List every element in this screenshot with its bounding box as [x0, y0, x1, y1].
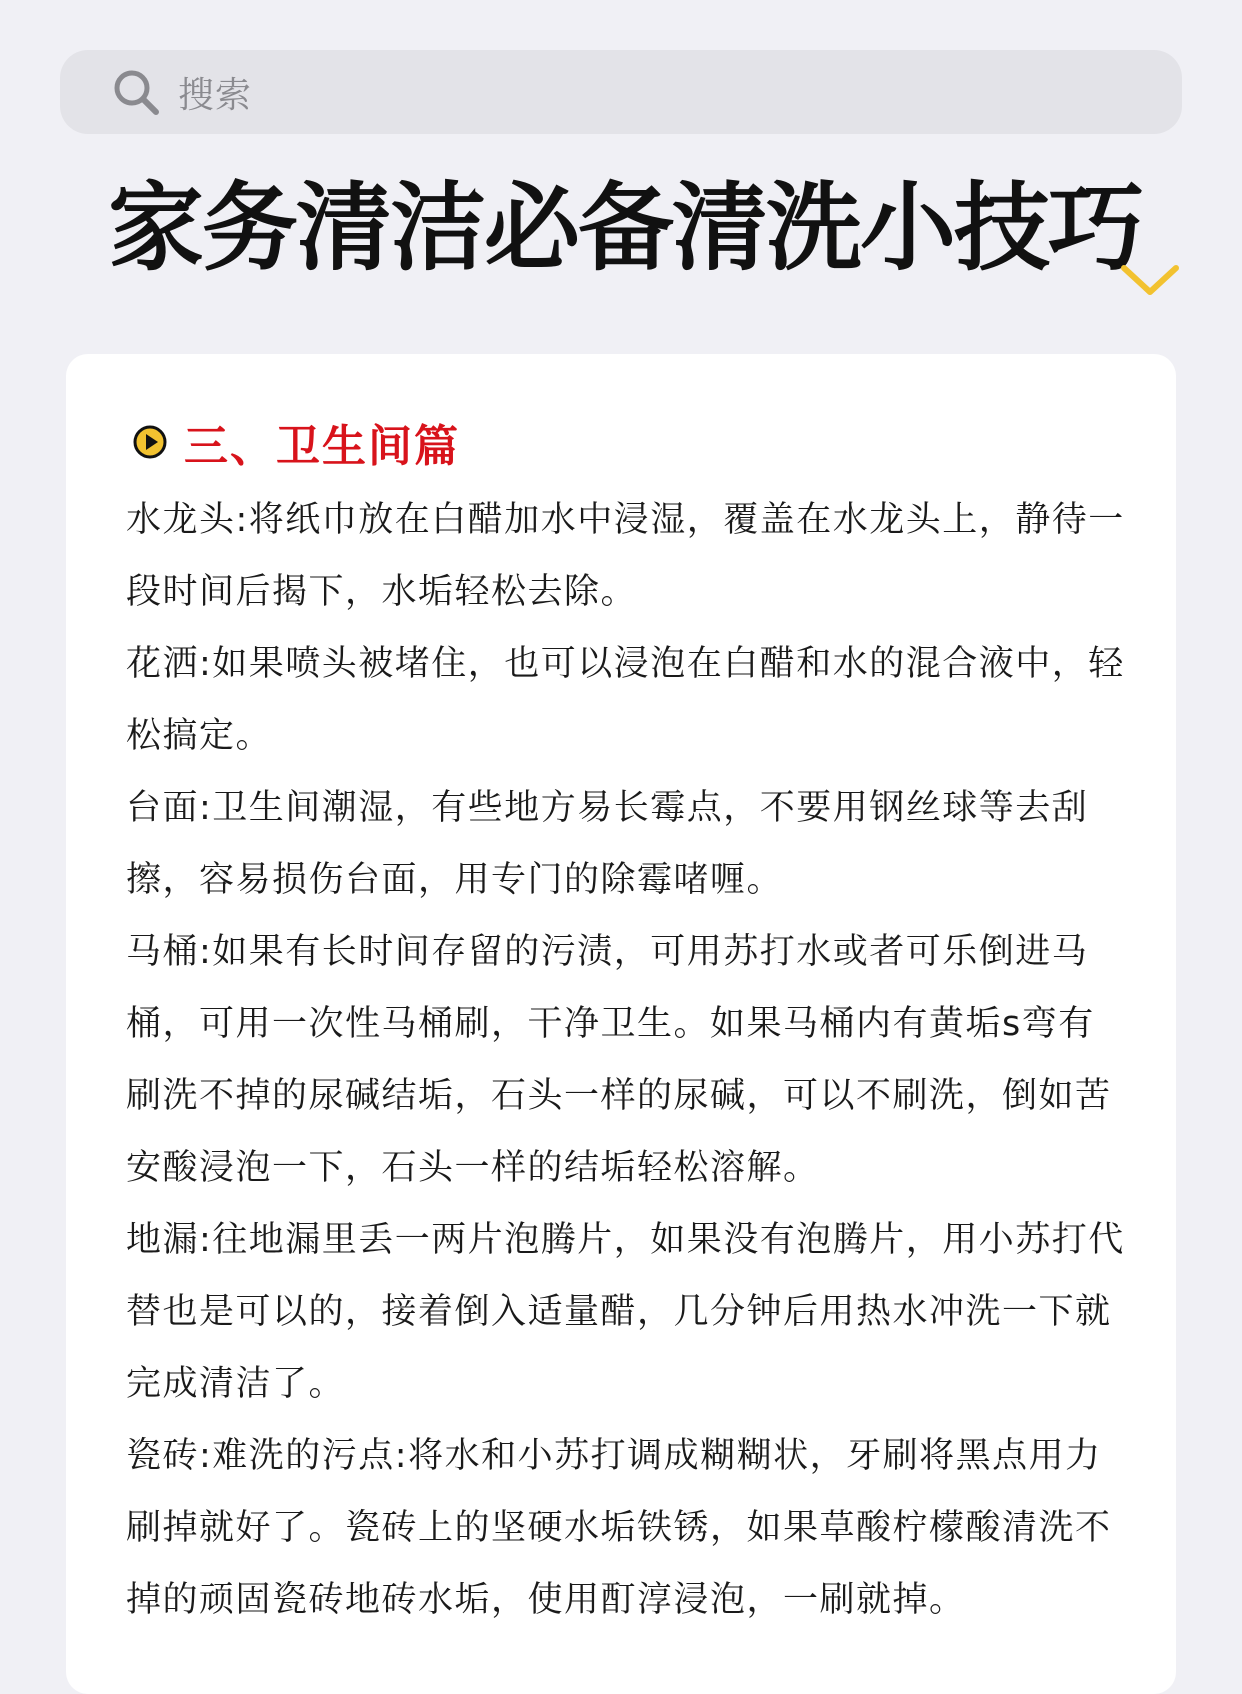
section-title: 三、卫生间篇 — [184, 421, 460, 472]
paragraph-faucet: 水龙头:将纸巾放在白醋加水中浸湿，覆盖在水龙头上，静待一段时间后揭下，水垢轻松去除。 — [126, 500, 1125, 612]
paragraph-toilet: 马桶:如果有长时间存留的污渍，可用苏打水或者可乐倒进马桶，可用一次性马桶刷，干净卫生。如果马桶内有黄垢s弯有刷洗不掉的尿碱结垢，石头一样的尿碱，可以不刷洗，倒如苦安酸浸泡一下，石头一样的结垢轻松溶解。 — [126, 932, 1112, 1188]
page-title: 家务清洁必备清洗小技巧 — [108, 172, 1142, 284]
play-circle-icon — [132, 424, 168, 460]
section-header — [132, 410, 460, 474]
content-card — [66, 354, 1176, 1694]
search-bar[interactable] — [60, 50, 1182, 134]
paragraph-countertop: 台面:卫生间潮湿，有些地方易长霉点，不要用钢丝球等去刮擦，容易损伤台面，用专门的除霉啫喱。 — [126, 788, 1089, 900]
paragraph-shower: 花洒:如果喷头被堵住，也可以浸泡在白醋和水的混合液中，轻松搞定。 — [126, 644, 1125, 756]
search-placeholder[interactable]: 搜索 — [178, 74, 253, 116]
search-icon — [110, 66, 162, 118]
paragraph-tiles: 瓷砖:难洗的污点:将水和小苏打调成糊糊状，牙刷将黑点用力刷掉就好了。瓷砖上的坚硬水垢铁锈，如果草酸柠檬酸清洗不掉的顽固瓷砖地砖水垢，使用酊淳浸泡，一刷就掉。 — [126, 1436, 1112, 1620]
paragraph-floor-drain: 地漏:往地漏里丢一两片泡腾片，如果没有泡腾片，用小苏打代替也是可以的，接着倒入适量醋，几分钟后用热水冲洗一下就完成清洁了。 — [126, 1220, 1125, 1404]
article-body — [126, 484, 1126, 1636]
chevron-down-icon[interactable] — [1118, 262, 1182, 302]
